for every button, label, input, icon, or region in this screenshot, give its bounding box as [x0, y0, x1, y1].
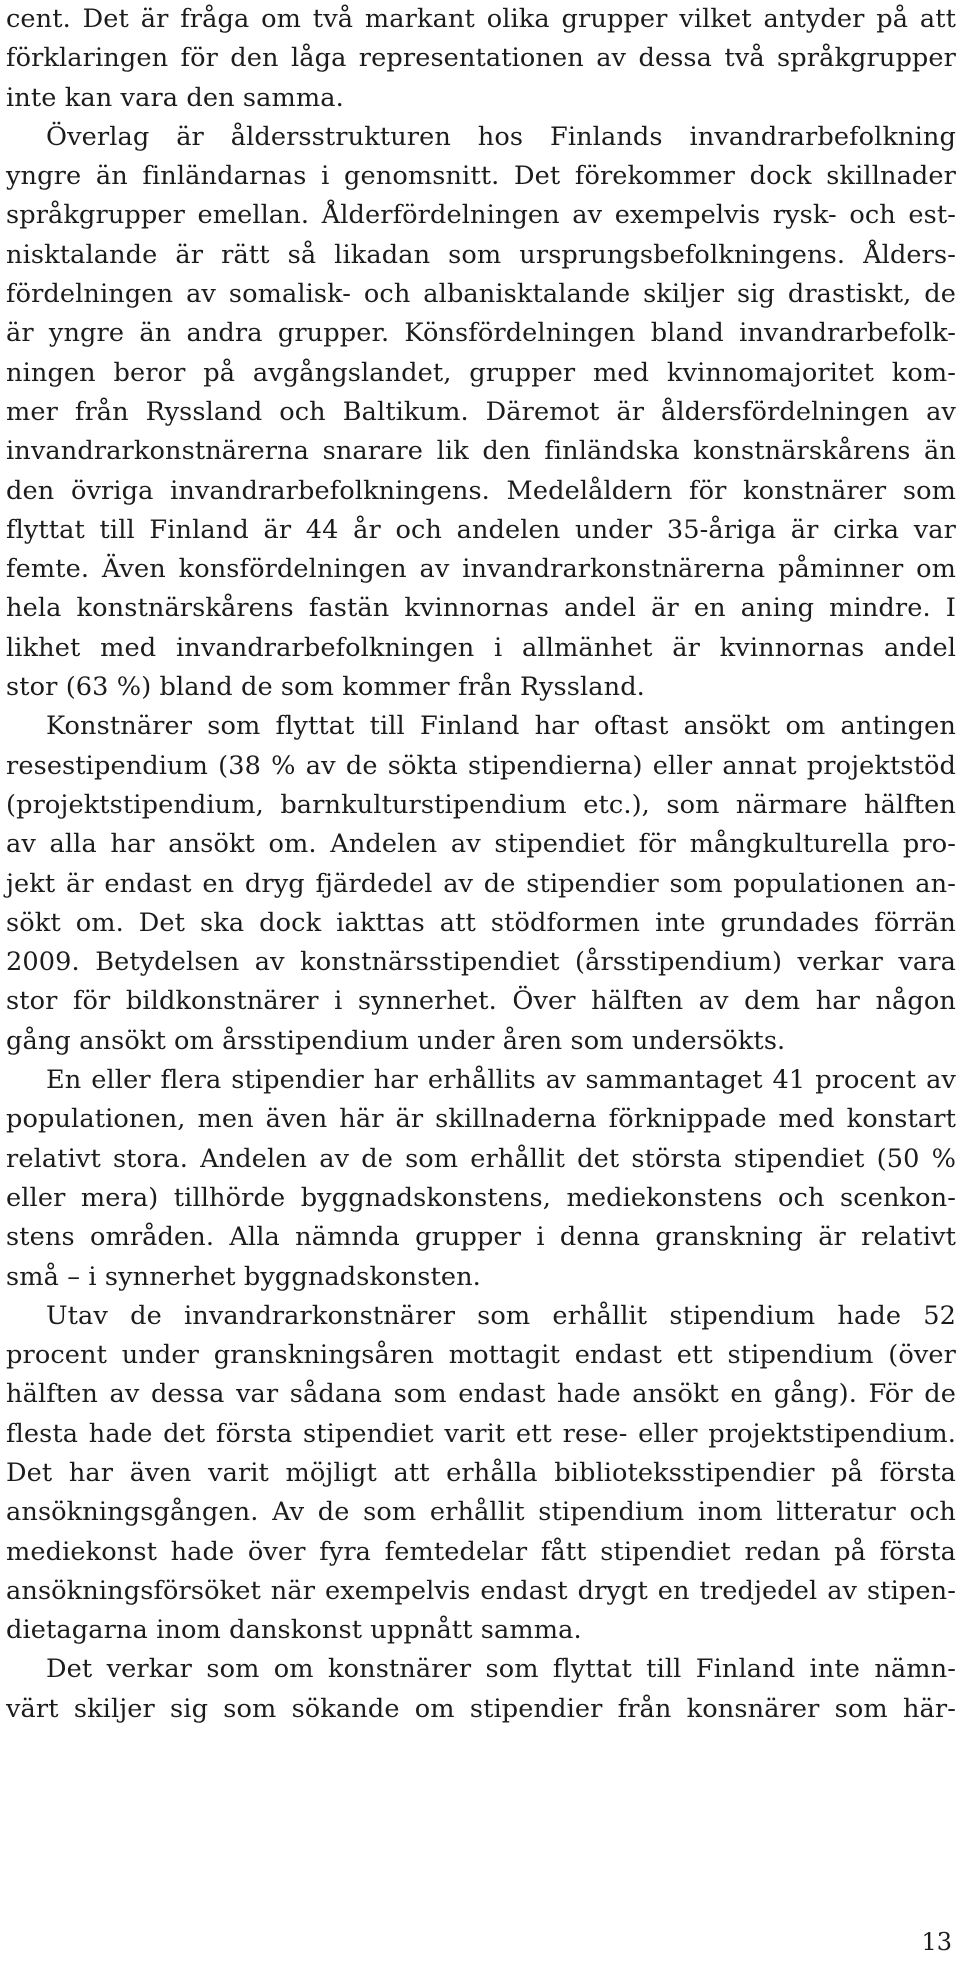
paragraph-4 [6, 1061, 956, 1297]
page-number: 13 [921, 1928, 952, 1956]
text-line: flyttat till Finland är 44 år och andelen under 35-åriga är cirka var [6, 514, 956, 545]
text-line: språkgrupper emellan. Ålderfördelningen av exempelvis rysk- och est- [6, 200, 956, 231]
text-line: invandrarkonstnärerna snarare lik den finländska konstnärskårens än [6, 436, 956, 467]
text-line: 2009. Betydelsen av konstnärsstipendiet (årsstipendium) verkar vara [6, 947, 956, 978]
text-line: Det har även varit möjligt att erhålla biblioteksstipendier på första [6, 1457, 956, 1488]
text-line: Konstnärer som flyttat till Finland har oftast ansökt om antingen [46, 711, 956, 742]
text-line: av alla har ansökt om. Andelen av stipendiet för mångkulturella pro- [6, 829, 956, 860]
text-line: stor (63 %) bland de som kommer från Ryssland. [6, 672, 645, 703]
text-line: förklaringen för den låga representationen av dessa två språkgrupper [6, 43, 956, 74]
text-line: den övriga invandrarbefolkningens. Medelåldern för konstnärer som [6, 475, 956, 506]
text-line: ansökningsförsöket när exempelvis endast drygt en tredjedel av stipen- [6, 1575, 956, 1606]
text-line: hälften av dessa var sådana som endast hade ansökt en gång). För de [6, 1379, 956, 1410]
text-line: ningen beror på avgångslandet, grupper med kvinnomajoritet kom- [6, 357, 956, 388]
text-line: yngre än finländarnas i genomsnitt. Det förekommer dock skillnader [6, 161, 956, 192]
text-line: värt skiljer sig som sökande om stipendier från konsnärer som här- [6, 1693, 956, 1724]
text-line: dietagarna inom danskonst uppnått samma. [6, 1615, 582, 1646]
text-line: mer från Ryssland och Baltikum. Däremot är åldersfördelningen av [6, 396, 956, 427]
text-line: cent. Det är fråga om två markant olika grupper vilket antyder på att [6, 4, 956, 34]
body-text [6, 0, 956, 1729]
paragraph-5 [6, 1297, 956, 1651]
paragraph-3 [6, 707, 956, 1061]
text-line: eller mera) tillhörde byggnadskonstens, mediekonstens och scenkon- [6, 1182, 956, 1213]
paragraph-2 [6, 118, 956, 707]
text-line: fördelningen av somalisk- och albanisktalande skiljer sig drastiskt, de [6, 279, 956, 310]
text-line: Det verkar som om konstnärer som flyttat till Finland inte nämn- [46, 1654, 956, 1685]
text-line: sökt om. Det ska dock iakttas att stödformen inte grundades förrän [6, 907, 956, 938]
text-line: jekt är endast en dryg fjärdedel av de stipendier som populationen an- [6, 868, 956, 899]
text-line: femte. Även konsfördelningen av invandrarkonstnärerna påminner om [6, 554, 956, 585]
paragraph-1 [6, 0, 956, 118]
text-line: inte kan vara den samma. [6, 82, 344, 113]
paragraph-6 [6, 1650, 956, 1729]
text-line: mediekonst hade över fyra femtedelar fått stipendiet redan på första [6, 1536, 956, 1567]
text-line: flesta hade det första stipendiet varit ett rese- eller projektstipendium. [6, 1418, 956, 1449]
text-line: resestipendium (38 % av de sökta stipendierna) eller annat projektstöd [6, 750, 956, 781]
text-line: gång ansökt om årsstipendium under åren som undersökts. [6, 1025, 786, 1056]
text-line: ansökningsgången. Av de som erhållit stipendium inom litteratur och [6, 1497, 956, 1528]
text-line: stor för bildkonstnärer i synnerhet. Över hälften av dem har någon [6, 986, 956, 1017]
text-line: procent under granskningsåren mottagit endast ett stipendium (över [6, 1340, 956, 1371]
text-line: Överlag är åldersstrukturen hos Finlands invandrarbefolkning [46, 121, 956, 152]
text-line: nisktalande är rätt så likadan som ursprungsbefolkningens. Ålders- [6, 239, 956, 270]
text-line: stens områden. Alla nämnda grupper i denna granskning är relativt [6, 1222, 956, 1253]
text-line: En eller flera stipendier har erhållits av sammantaget 41 procent av [46, 1065, 956, 1096]
text-line: Utav de invandrarkonstnärer som erhållit stipendium hade 52 [46, 1300, 956, 1331]
text-line: små – i synnerhet byggnadskonsten. [6, 1261, 481, 1292]
text-line: är yngre än andra grupper. Könsfördelningen bland invandrarbefolk- [6, 318, 956, 349]
text-line: hela konstnärskårens fastän kvinnornas andel är en aning mindre. I [6, 593, 956, 624]
text-line: likhet med invandrarbefolkningen i allmänhet är kvinnornas andel [6, 632, 956, 663]
text-line: (projektstipendium, barnkulturstipendium etc.), som närmare hälften [6, 789, 956, 820]
text-line: populationen, men även här är skillnaderna förknippade med konstart [6, 1104, 956, 1135]
text-line: relativt stora. Andelen av de som erhållit det största stipendiet (50 % [6, 1143, 956, 1174]
